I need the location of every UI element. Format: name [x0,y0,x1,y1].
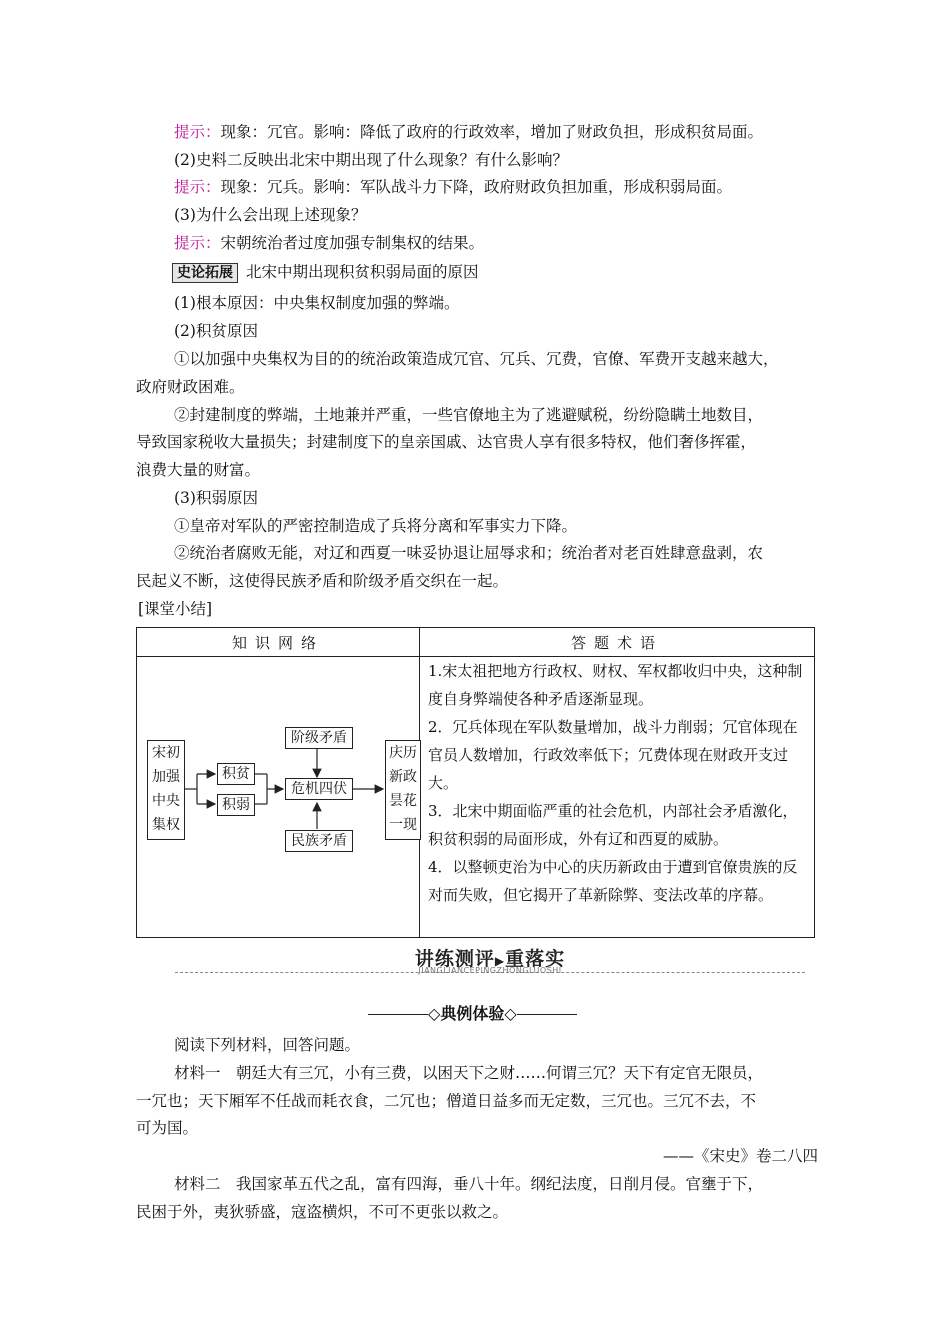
example-heading-text: 典例体验 [440,1004,505,1023]
answer-item: 2．冗兵体现在军队数量增加，战斗力削弱；冗官体现在官员人数增加，行政效率低下；冗费体现在财政开支过大。 [428,718,798,792]
banner-arrow-icon: ▶ [494,954,506,968]
section-banner [175,944,805,978]
heading-rule-right [517,1014,577,1015]
hint-label: 提示： [174,123,221,141]
hint-2 [174,177,732,197]
expansion-p2b-3: 浪费大量的财富。 [136,461,261,479]
question-2: (2)史料二反映出北宋中期出现了什么现象？有什么影响？ [174,151,568,169]
material-2-line-2: 民困于外，夷狄骄盛，寇盗横炽，不可不更张以救之。 [136,1203,509,1221]
hint-label: 提示： [174,234,221,252]
material-1-source: ——《宋史》卷二八四 [663,1147,819,1165]
material-1-line-3: 可为国。 [136,1119,199,1137]
answer-item: 1.宋太祖把地方行政权、财权、军权都收归中央，这种制度自身弊端使各种矛盾逐渐显现。 [428,662,803,708]
hint-text: 现象：冗兵。影响：军队战斗力下降，政府财政负担加重，形成积弱局面。 [220,178,733,196]
answer-item: 4．以整顿吏治为中心的庆历新政由于遭到官僚贵族的反对而失败，但它揭开了革新除弊、变法改革的序幕。 [428,858,798,904]
box-line: 新政 [389,769,417,785]
summary-heading: [课堂小结] [138,600,213,618]
expansion-heading [172,262,479,283]
material-1-line-1: 材料一 朝廷大有三冗，小有三费，以困天下之财……何谓三冗？天下有定官无限员， [174,1064,764,1082]
banner-title-b: 重落实 [505,948,566,970]
knowledge-diagram-cell [137,657,420,938]
expansion-p2b-1: ②封建制度的弊端，土地兼并严重，一些官僚地主为了逃避赋税，纷纷隐瞒土地数目， [174,406,764,424]
expansion-p2a-2: 政府财政困难。 [136,378,245,396]
example-heading [368,1001,638,1024]
diamond-icon: ◇ [428,1004,441,1023]
col-answer-terms: 答题术语 [420,628,815,657]
material-1-line-2: 一冗也；天下厢军不任战而耗衣食，二冗也；僧道日益多而无定数，三冗也。三冗不去，不 [136,1092,757,1110]
banner-subtitle: JIANGLIANCEPINGZHONGLUOSHI [418,966,562,975]
example-intro: 阅读下列材料，回答问题。 [174,1036,361,1054]
box-jipin: 积贫 [217,763,255,785]
expansion-p3: (3)积弱原因 [174,489,258,507]
expansion-p3b-1: ②统治者腐败无能，对辽和西夏一味妥协退让屈辱求和；统治者对老百姓肆意盘剥，农 [174,544,764,562]
hint-label: 提示： [174,178,221,196]
box-qingli-reform [385,740,421,840]
answer-terms-cell [420,657,815,938]
box-line: 宋初 [152,745,180,761]
question-3: (3)为什么会出现上述现象？ [174,206,367,224]
banner-title-a: 讲练测评 [414,948,495,970]
box-crisis: 危机四伏 [285,778,353,800]
box-line: 昙花 [389,793,417,809]
answer-item: 3．北宋中期面临严重的社会危机，内部社会矛盾激化，积贫积弱的局面形成，外有辽和西夏的威胁。 [428,802,798,848]
expansion-p2b-2: 导致国家税收大量损失；封建制度下的皇亲国戚、达官贵人享有很多特权，他们奢侈挥霍， [136,433,757,451]
knowledge-diagram [137,657,419,937]
box-early-song-centralization [147,740,185,840]
expansion-title: 北宋中期出现积贫积弱局面的原因 [246,263,479,281]
hint-1 [174,122,763,142]
box-line: 加强 [152,769,180,785]
box-line: 庆历 [389,745,417,761]
hint-3 [174,233,484,253]
expansion-p2: (2)积贫原因 [174,322,258,340]
box-class-conflict: 阶级矛盾 [285,727,353,749]
box-ethnic-conflict: 民族矛盾 [285,830,353,852]
expansion-p1: (1)根本原因：中央集权制度加强的弊端。 [174,294,460,312]
material-2-line-1: 材料二 我国家革五代之乱，富有四海，垂八十年。纲纪法度，日削月侵。官壅于下， [174,1175,764,1193]
hint-text: 现象：冗官。影响：降低了政府的行政效率，增加了财政负担，形成积贫局面。 [220,123,764,141]
hint-text: 宋朝统治者过度加强专制集权的结果。 [220,234,485,252]
box-line: 中央 [152,793,180,809]
expansion-p3b-2: 民起义不断，这使得民族矛盾和阶级矛盾交织在一起。 [136,572,509,590]
expansion-p2a-1: ①以加强中央集权为目的的统治政策造成冗官、冗兵、冗费，官僚、军费开支越来越大， [174,350,779,368]
diamond-icon: ◇ [504,1004,517,1023]
col-knowledge-network: 知识网络 [137,628,420,657]
expansion-badge: 史论拓展 [172,263,238,283]
expansion-p3a: ①皇帝对军队的严密控制造成了兵将分离和军事实力下降。 [174,517,578,535]
box-line: 集权 [152,817,180,833]
heading-rule-left [368,1014,428,1015]
box-line: 一现 [389,817,417,833]
box-jiruo: 积弱 [217,794,255,816]
summary-table [136,627,815,938]
